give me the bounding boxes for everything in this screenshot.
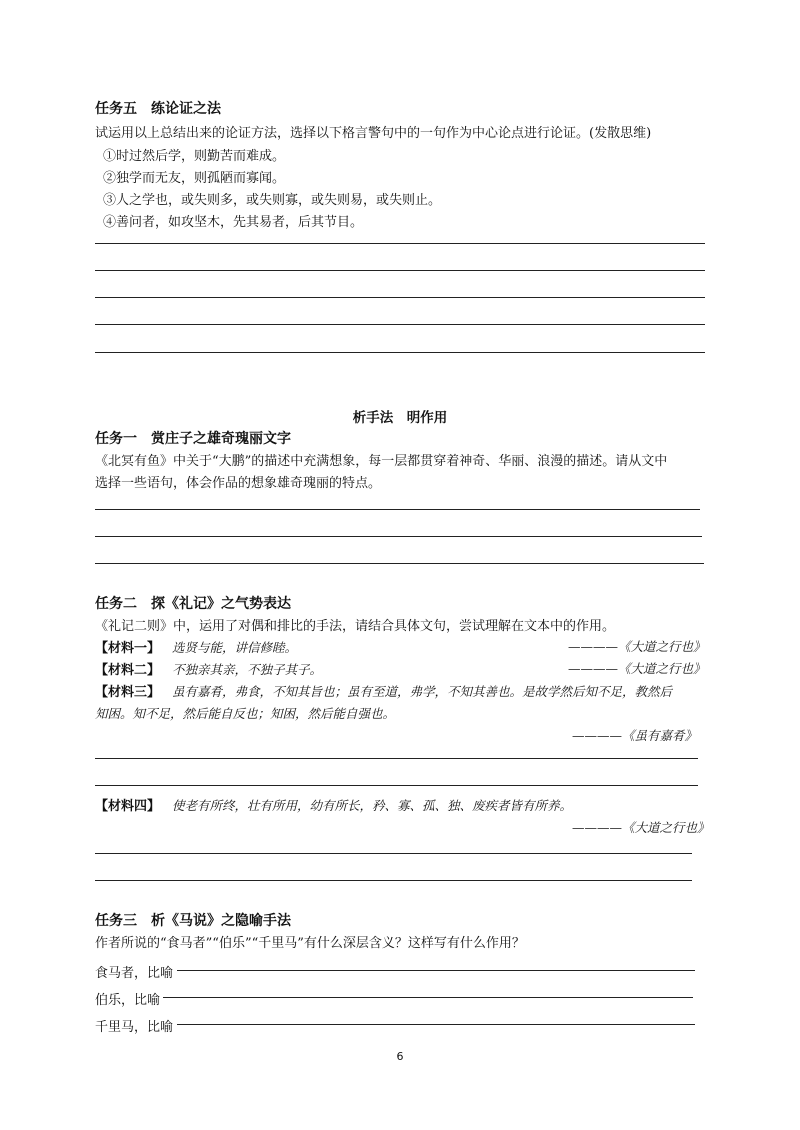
task5-item-3: ③人之学也，或失则多，或失则寡，或失则易，或失则止。 [103,193,442,208]
fill-label-2: 伯乐，比喻 [95,993,161,1008]
answer-line[interactable] [95,324,705,325]
material-3-text-line-1: 虽有嘉肴，弗食，不知其旨也；虽有至道，弗学，不知其善也。是故学然后知不足，教然后 [172,684,673,699]
fill-line-2[interactable] [163,997,693,998]
material-1-label: 【材料一】 [95,641,161,656]
answer-line[interactable] [95,352,705,353]
task1-line-1: 《北冥有鱼》中关于“大鹏”的描述中充满想象，每一层都贯穿着神奇、华丽、浪漫的描述。请从文中 [95,454,668,469]
task5-item-1: ①时过然后学，则勤苦而难成。 [103,149,286,164]
answer-line[interactable] [95,880,692,881]
material-1-source: ————《大道之行也》 [568,639,706,654]
answer-line[interactable] [95,536,702,537]
task3-title: 任务三 析《马说》之隐喻手法 [95,913,291,929]
task1-line-2: 选择一些语句，体会作品的想象雄奇瑰丽的特点。 [95,476,382,491]
task3-question: 作者所说的“食马者”“伯乐”“千里马”有什么深层含义？这样写有什么作用？ [95,936,525,951]
section-heading: 析手法 明作用 [352,410,448,426]
task1-title: 任务一 赏庄子之雄奇瑰丽文字 [95,431,291,447]
task5-item-4: ④善问者，如攻坚木，先其易者，后其节目。 [103,215,364,230]
material-3-source: ————《虽有嘉肴》 [572,728,698,743]
fill-line-1[interactable] [177,970,695,971]
task2-instruction: 《礼记二则》中，运用了对偶和排比的手法，请结合具体文句，尝试理解在文本中的作用。 [95,619,616,634]
material-2-label: 【材料二】 [95,663,161,678]
material-2-source: ————《大道之行也》 [568,661,706,676]
task5-instruction: 试运用以上总结出来的论证方法，选择以下格言警句中的一句作为中心论点进行论证。(发散思维) [95,126,652,141]
task2-title: 任务二 探《礼记》之气势表达 [95,596,291,612]
answer-line[interactable] [95,297,705,298]
material-2-text: 不独亲其亲，不独子其子。 [172,662,323,677]
material-3-text-line-2: 知困。知不足，然后能自反也；知困，然后能自强也。 [95,706,396,721]
material-4-label: 【材料四】 [95,799,161,814]
fill-label-1: 食马者，比喻 [95,966,174,981]
answer-line[interactable] [95,243,705,244]
material-4-source: ————《大道之行也》 [572,820,710,835]
fill-label-3: 千里马，比喻 [95,1020,174,1035]
answer-line[interactable] [95,853,692,854]
answer-line[interactable] [95,270,705,271]
material-1-text: 选贤与能，讲信修睦。 [172,640,298,655]
answer-line[interactable] [95,785,698,786]
task5-title: 任务五 练论证之法 [95,101,221,117]
answer-line[interactable] [95,509,700,510]
answer-line[interactable] [95,563,704,564]
fill-line-3[interactable] [177,1024,695,1025]
page-number: 6 [396,1050,404,1063]
material-4-text: 使老有所终，壮有所用，幼有所长，矜、寡、孤、独、废疾者皆有所养。 [172,798,573,813]
answer-line[interactable] [95,758,698,759]
material-3-label: 【材料三】 [95,685,161,700]
task5-item-2: ②独学而无友，则孤陋而寡闻。 [103,171,286,186]
